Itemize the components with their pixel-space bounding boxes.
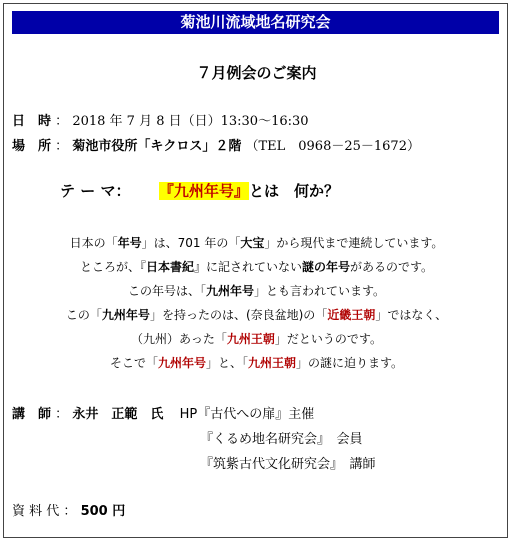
place-value: 菊池市役所「キクロス」２階 <box>72 139 242 154</box>
event-title: ７月例会のご案内 <box>196 64 317 82</box>
lecturer-affiliation-1: HP『古代への扉』主催 <box>179 407 315 422</box>
place-sep: ： <box>55 139 69 154</box>
description-line-6: そこで「九州年号」と、「九州王朝」の謎に迫ります。 <box>109 356 404 370</box>
lecturer-sep: ： <box>55 407 69 422</box>
lecturer-label: 講 師 <box>12 407 52 422</box>
fee-row <box>12 500 125 519</box>
fee-value: 500 円 <box>80 504 126 519</box>
org-banner: 菊池川流域地名研究会 <box>12 11 499 34</box>
description-line-3: この年号は、「九州年号」とも言われています。 <box>127 284 386 298</box>
date-label: 日 時 <box>12 114 52 129</box>
lecturer-name: 永井 正範 氏 <box>72 407 164 422</box>
theme-row <box>60 180 339 201</box>
date-value: 2018 年 7 月 8 日（日）13:30～16:30 <box>72 114 309 129</box>
date-row <box>12 110 309 129</box>
fee-label: 資 料 代 <box>12 504 60 519</box>
fee-sep: ： <box>63 504 77 519</box>
lecturer-affiliation-2: 『くるめ地名研究会』 会員 <box>200 432 363 447</box>
theme-rest: とは 何か？ <box>248 182 339 200</box>
theme-label: テ ー マ： <box>60 182 131 200</box>
date-sep: ： <box>55 114 69 129</box>
description-line-4: この「九州年号」を持ったのは、(奈良盆地)の「近畿王朝」ではなく、 <box>65 308 448 322</box>
place-label: 場 所 <box>12 139 52 154</box>
lecturer-affiliation-3: 『筑紫古代文化研究会』 講師 <box>200 457 376 472</box>
description-line-1: 日本の「年号」は、701 年の「大宝」から現代まで連続しています。 <box>69 236 444 250</box>
description-line-5: （九州）あった「九州王朝」だというのです。 <box>131 332 382 346</box>
description-line-2: ところが、『日本書紀』に記されていない謎の年号があるのです。 <box>79 260 434 274</box>
place-tel: （TEL 0968－25－1672） <box>245 139 420 154</box>
place-row <box>12 135 420 154</box>
lecturer-row <box>12 403 314 422</box>
theme-highlight: 『九州年号』 <box>158 182 249 200</box>
